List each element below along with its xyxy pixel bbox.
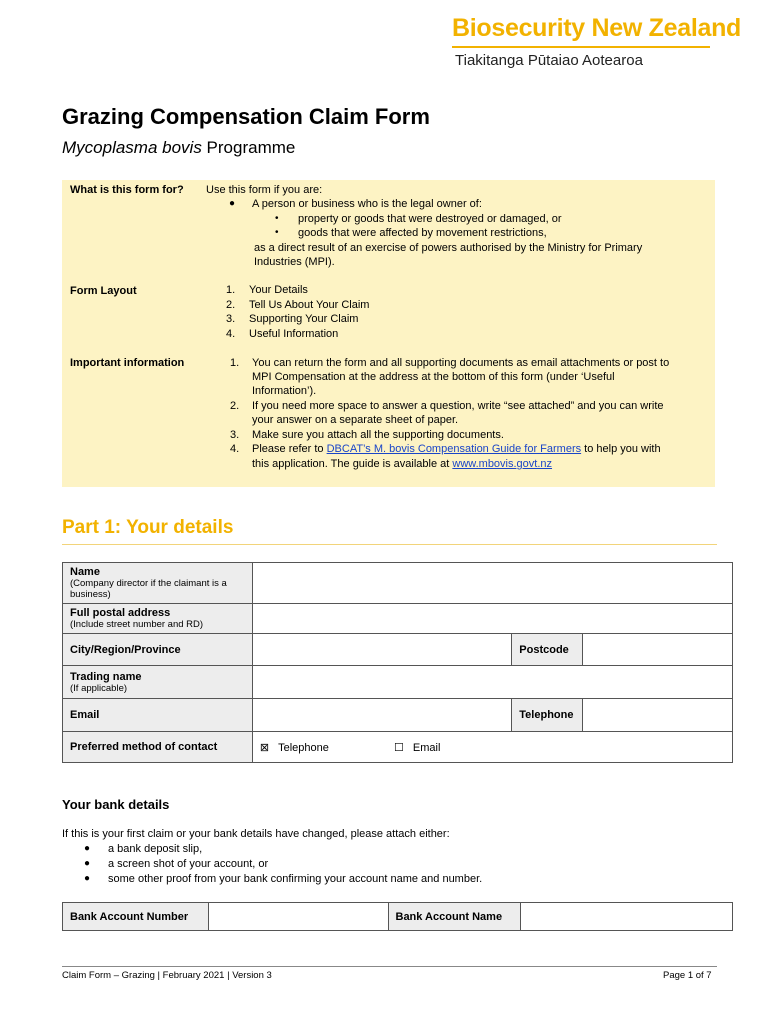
city-field[interactable] (252, 634, 511, 666)
part1-heading: Part 1: Your details (62, 517, 234, 538)
purpose-intro: Use this form if you are: (206, 184, 323, 196)
bank-intro: If this is your first claim or your bank details have changed, please attach either: (62, 828, 450, 840)
purpose-label: What is this form for? (70, 184, 184, 196)
bank-bullet-text: some other proof from your bank confirming your account name and number. (108, 873, 483, 885)
city-label: City/Region/Province (63, 634, 253, 666)
programme-word: Programme (201, 138, 296, 157)
contact-method-label: Preferred method of contact (63, 732, 253, 763)
bank-bullet-text: a bank deposit slip, (108, 843, 203, 855)
bank-account-number-field[interactable] (208, 903, 388, 931)
bullet-dot: • (275, 213, 279, 224)
address-label (63, 604, 253, 634)
postcode-field[interactable] (583, 634, 733, 666)
trading-name-label (63, 666, 253, 699)
bank-bullet (84, 858, 269, 870)
important-label: Important information (70, 357, 185, 369)
name-note: (Company director if the claimant is a business) (70, 578, 227, 600)
email-field[interactable] (252, 699, 511, 732)
brand-divider (452, 46, 710, 48)
guide-text: this application. The guide is available at (252, 458, 453, 470)
contact-telephone-checkbox[interactable]: ⊠ (259, 741, 270, 754)
details-table (62, 562, 733, 763)
mbovis-website-link[interactable]: www.mbovis.govt.nz (452, 458, 553, 470)
telephone-label: Telephone (512, 699, 583, 732)
info-box (62, 180, 715, 487)
layout-item: Useful Information (249, 328, 339, 340)
important-item (252, 457, 552, 472)
list-number: 3. (230, 429, 240, 441)
bank-bullet (84, 843, 203, 855)
purpose-closing: Industries (MPI). (254, 256, 335, 268)
guide-text: to help you with (581, 443, 661, 455)
address-field[interactable] (252, 604, 732, 634)
layout-label: Form Layout (70, 285, 137, 297)
list-number: 4. (226, 328, 236, 340)
purpose-sub-item: property or goods that were destroyed or damaged, or (298, 213, 562, 225)
important-item: your answer on a separate sheet of paper. (252, 414, 459, 426)
form-subtitle (62, 138, 295, 158)
important-item: Information’). (252, 385, 317, 397)
postcode-label: Postcode (512, 634, 583, 666)
footer-page-number: Page 1 of 7 (663, 970, 712, 981)
bank-account-name-label: Bank Account Name (388, 903, 521, 931)
bank-account-name-field[interactable] (521, 903, 733, 931)
form-title: Grazing Compensation Claim Form (62, 104, 430, 129)
name-label-text: Name (70, 566, 100, 578)
name-label (63, 563, 253, 604)
bank-bullet (84, 873, 483, 885)
layout-item: Your Details (249, 284, 308, 296)
layout-item: Supporting Your Claim (249, 313, 359, 325)
trading-label-text: Trading name (70, 670, 142, 683)
part1-divider (62, 544, 717, 545)
purpose-closing: as a direct result of an exercise of powers authorised by the Ministry for Primary (254, 242, 643, 254)
bank-bullet-text: a screen shot of your account, or (108, 858, 269, 870)
guide-link[interactable]: DBCAT’s M. bovis Compensation Guide for Farmers (326, 443, 582, 455)
email-label: Email (63, 699, 253, 732)
contact-email-label: Email (412, 741, 441, 754)
contact-telephone-label: Telephone (278, 741, 329, 754)
bank-account-number-label: Bank Account Number (63, 903, 209, 931)
name-field[interactable] (252, 563, 732, 604)
footer-doc-info: Claim Form – Grazing | February 2021 | Version 3 (62, 970, 272, 981)
list-number: 1. (226, 284, 236, 296)
bullet-dot: ● (84, 858, 91, 869)
trading-name-field[interactable] (252, 666, 732, 699)
bank-heading: Your bank details (62, 797, 170, 812)
contact-method-options (252, 732, 732, 763)
trading-note: (If applicable) (70, 682, 128, 694)
important-item: You can return the form and all supporting documents as email attachments or post to (252, 357, 670, 369)
list-number: 3. (226, 313, 236, 325)
bullet-dot: ● (84, 843, 91, 854)
bank-table (62, 902, 733, 931)
list-number: 4. (230, 443, 240, 455)
important-item (252, 442, 661, 457)
telephone-field[interactable] (583, 699, 733, 732)
bullet-dot: • (275, 227, 279, 238)
footer-divider (62, 966, 717, 967)
important-item: MPI Compensation at the address at the bottom of this form (under ‘Useful (252, 371, 615, 383)
important-item: If you need more space to answer a question, write “see attached” and you can write (252, 400, 664, 412)
contact-email-checkbox[interactable]: ☐ (393, 741, 404, 754)
bullet-dot: ● (84, 873, 91, 884)
list-number: 2. (226, 299, 236, 311)
brand-logo-subtitle: Tiakitanga Pūtaiao Aotearoa (455, 52, 643, 69)
important-item: Make sure you attach all the supporting documents. (252, 429, 504, 441)
address-note: (Include street number and RD) (70, 619, 204, 630)
purpose-bullet: A person or business who is the legal owner of: (252, 198, 482, 210)
list-number: 2. (230, 400, 240, 412)
purpose-sub-item: goods that were affected by movement restrictions, (298, 227, 547, 239)
programme-name: Mycoplasma bovis (62, 138, 202, 157)
brand-logo-title: Biosecurity New Zealand (452, 14, 742, 42)
layout-item: Tell Us About Your Claim (249, 299, 370, 311)
bullet-dot: ● (229, 198, 236, 209)
list-number: 1. (230, 357, 240, 369)
guide-text: Please refer to (252, 443, 327, 455)
address-label-text: Full postal address (70, 607, 171, 619)
